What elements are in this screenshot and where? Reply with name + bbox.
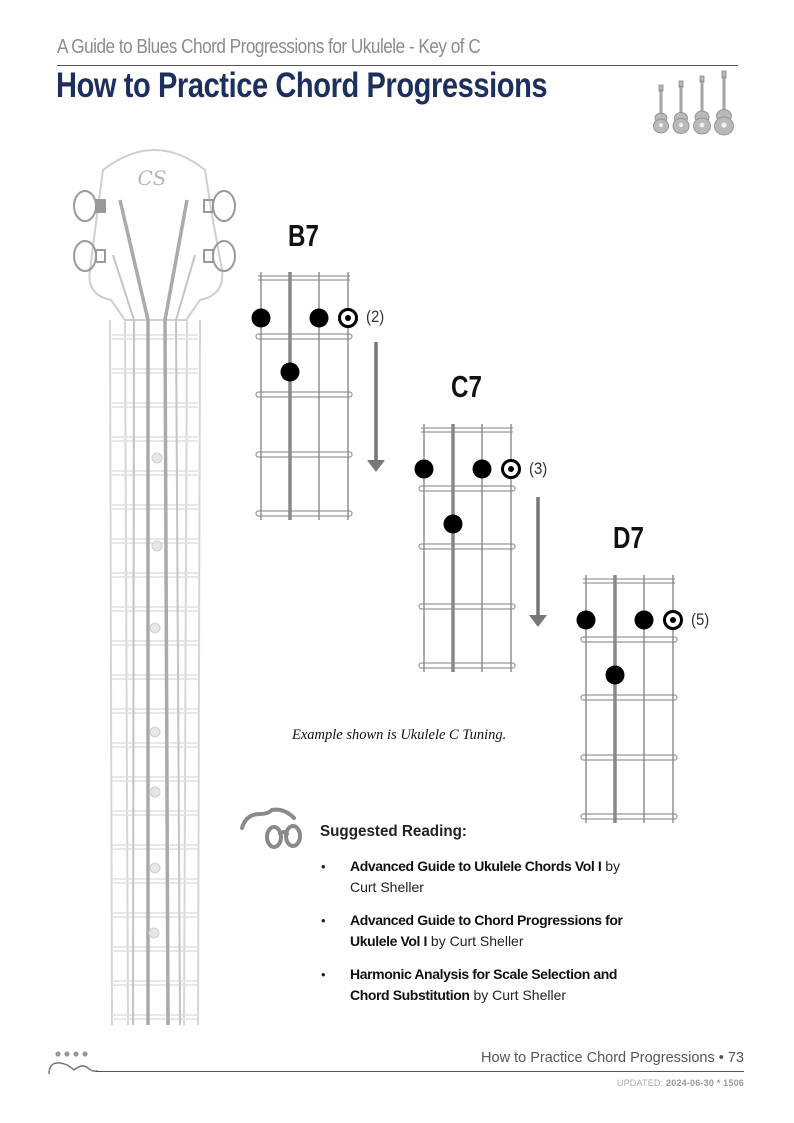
neck-fretboard	[110, 320, 200, 1025]
book-title-link[interactable]: Advanced Guide to Ukulele Chords Vol I	[350, 858, 602, 874]
reading-list-item	[320, 910, 650, 952]
guitar-ornament-icon	[46, 1048, 102, 1078]
book-author: by Curt Sheller	[350, 858, 621, 895]
arrow-down-icon	[528, 495, 548, 629]
updated-label: UPDATED:	[616, 1078, 667, 1088]
ukulele-neck-illustration	[60, 140, 250, 1030]
ukulele-family-icon	[650, 68, 740, 138]
book-title-link[interactable]: Harmonic Analysis for Scale Selection and Chord Substitution	[350, 966, 618, 1003]
glasses-icon	[238, 804, 304, 852]
chord-name-d7: D7	[613, 520, 644, 555]
book-author: by Curt Sheller	[427, 933, 524, 949]
updated-value: 2024-06-30 * 1506	[666, 1078, 744, 1088]
fret-label-c7: (3)	[529, 459, 548, 478]
suggested-reading-list	[320, 856, 650, 1018]
suggested-reading-title: Suggested Reading:	[320, 823, 467, 840]
headstock-logo: CS	[137, 166, 167, 190]
fret-label-d7: (5)	[691, 610, 710, 629]
footer-rule	[96, 1071, 744, 1072]
document-subtitle: A Guide to Blues Chord Progressions for Ukulele - Key of C	[57, 36, 481, 58]
reading-list-item	[320, 856, 650, 898]
chord-name-c7: C7	[451, 369, 482, 404]
tuning-caption: Example shown is Ukulele C Tuning.	[292, 727, 507, 743]
chord-diagram-b7	[250, 270, 360, 526]
page-title: How to Practice Chord Progressions	[56, 66, 548, 105]
reading-list-item	[320, 964, 650, 1006]
chord-name-b7: B7	[288, 218, 319, 253]
book-author: by Curt Sheller	[469, 987, 567, 1003]
position-markers	[149, 453, 162, 938]
chord-diagram-c7	[413, 422, 523, 678]
book-title-link[interactable]: Advanced Guide to Chord Progressions for Ukulele Vol I	[350, 912, 623, 949]
updated-stamp	[617, 1078, 744, 1088]
footer-section-label: How to Practice Chord Progressions • 73	[481, 1050, 744, 1066]
arrow-down-icon	[366, 340, 386, 474]
fret-label-b7: (2)	[366, 307, 385, 326]
chord-diagram-d7	[575, 573, 685, 829]
